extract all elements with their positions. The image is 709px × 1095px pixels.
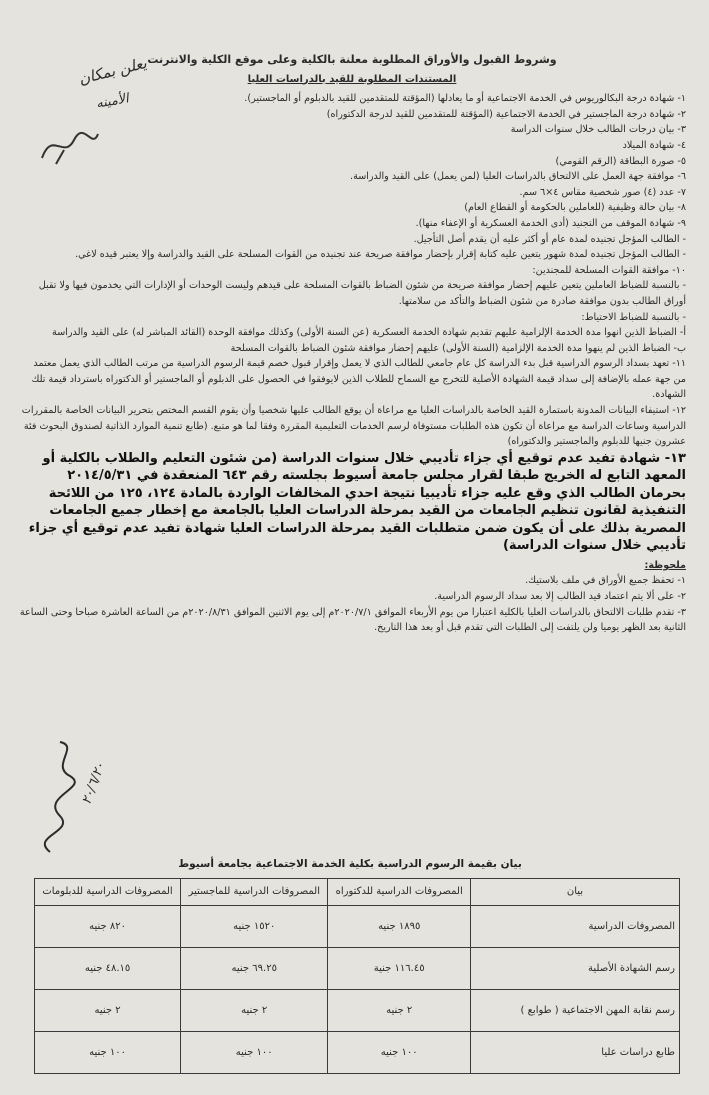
header-statement: بيان bbox=[471, 879, 680, 906]
fees-header-row bbox=[35, 879, 680, 906]
cell-diploma: ٢ جنيه bbox=[35, 990, 181, 1032]
row-label: المصروفات الدراسية bbox=[471, 906, 680, 948]
cell-doctorate: ١١٦.٤٥ جنية bbox=[328, 948, 471, 990]
cell-diploma: ٨٢٠ جنيه bbox=[35, 906, 181, 948]
requirement-item: ٥- صورة البطاقة (الرقم القومي) bbox=[555, 155, 686, 167]
cell-masters: ٦٩.٢٥ جنيه bbox=[181, 948, 328, 990]
notes-title: ملحوظة: bbox=[644, 559, 686, 571]
handwritten-note-top-2: الأمينه bbox=[94, 91, 130, 112]
cell-diploma: ٤٨.١٥ جنيه bbox=[35, 948, 181, 990]
table-row bbox=[35, 1032, 680, 1074]
requirement-item: ١٢- استيفاء البيانات المدونة باستمارة القيد الخاصة بالدراسات العليا مع مراعاة أن يوقع الطالب عليها شخصيا وأن يقوم القسم المختص بتحرير البيانات الخاصة بالمقررات الدراسية وساعات الدراسة مع مراعاة أن تكون هذه الطلبات مستوفاة لرسم الخدمات التعليمية المقررة وفقا لما هو متبع. (طابع تنمية الموارد الذاتية لصندوق البحوث فئة عشرون جنيها للدبلوم والماجستير والدكتوراه) bbox=[21, 405, 686, 448]
requirement-item: ٣- بيان درجات الطالب خلال سنوات الدراسة bbox=[510, 124, 686, 136]
requirement-item: - الطالب المؤجل تجنيده لمدة عام أو أكثر عليه أن يقدم أصل التأجيل. bbox=[413, 233, 686, 245]
row-label: طابع دراسات عليا bbox=[471, 1032, 680, 1074]
note-item: ١- تحفظ جميع الأوراق في ملف بلاستيك. bbox=[525, 575, 686, 587]
table-row bbox=[35, 948, 680, 990]
handwritten-note-top: يعلن بمكان bbox=[76, 53, 149, 89]
requirement-item: ١٠- موافقة القوات المسلحة للمجندين: bbox=[532, 264, 686, 276]
header-doctorate: المصروفات الدراسية للدكتوراه bbox=[328, 879, 471, 906]
cell-masters: ١٠٠ جنيه bbox=[181, 1032, 328, 1074]
cell-doctorate: ١٨٩٥ جنيه bbox=[328, 906, 471, 948]
requirement-item: ١١- تعهد بسداد الرسوم الدراسية قبل بدء الدراسة كل عام جامعي للطالب الذي لا يعمل وإقرار قبول خصم قيمة الرسوم الدراسية من مرتب الطالب الذي يعمل معتمد من جهة عمله بالإضافة إلى سداد قيمة الشهادة الأصلية للتخرج مع السماح للطلاب الذين لايوفقوا في الحصول على الدبلوم أو الماجستير أو الدكتوراه باسترداد قيمة تلك الشهادة. bbox=[31, 358, 686, 401]
requirement-item: ٤- شهادة الميلاد bbox=[622, 139, 686, 151]
requirement-item: ١- شهادة درجة البكالوريوس في الخدمة الاجتماعية أو ما يعادلها (المؤقتة للمتقدمين للقيد بالدبلوم أو الماجستير). bbox=[244, 93, 686, 105]
requirement-item: أ- الضباط الذين انهوا مدة الخدمة الإلزامية عليهم تقديم شهادة الخدمة العسكرية (عن السنة الأولى) وكذلك موافقة الوحدة (القائد المباشر له) على القيد والدراسة bbox=[52, 327, 686, 339]
handwritten-date: ٢٠/٦/٢٠ bbox=[79, 760, 109, 807]
requirement-item: - بالنسبة للضباط العاملين يتعين عليهم إحضار موافقة صريحة من شئون الضباط بالقوات المسلحة على قيدهم وليست الوحدات أو الإدارات التي يخدمون فيها ولا تقبل أوراق الطالب بدون موافقة صادرة من شئون الضباط والتأكد من سلامتها. bbox=[38, 280, 686, 307]
cell-diploma: ١٠٠ جنيه bbox=[35, 1032, 181, 1074]
header-diploma: المصروفات الدراسية للدبلومات bbox=[35, 879, 181, 906]
cell-masters: ١٥٢٠ جنيه bbox=[181, 906, 328, 948]
row-label: رسم الشهادة الأصلية bbox=[471, 948, 680, 990]
requirement-item: ٢- شهادة درجة الماجستير في الخدمة الاجتماعية (المؤقتة للمتقدمين للقيد لدرجة الدكتوراه) bbox=[326, 108, 686, 120]
requirement-item: - الطالب المؤجل تجنيده لمدة شهور يتعين عليه كتابة إقرار بإحضار موافقة صريحة عند تجنيده من القوات المسلحة على القيد والدراسة وإلا يعتبر قيده لاغي. bbox=[75, 249, 686, 261]
note-item: ٣- تقدم طلبات الالتحاق بالدراسات العليا بالكلية اعتبارا من يوم الأربعاء الموافق ٢٠٢٠/٧/١م إلى يوم الاثنين الموافق ٢٠٢٠/٨/٣١م من الساعة العاشرة صباحا وحتى الساعة الثانية بعد الظهر يوميا ولن يلتفت إلى الطلبات التي تقدم قبل أو بعد هذا التاريخ. bbox=[19, 606, 686, 634]
cell-doctorate: ١٠٠ جنيه bbox=[328, 1032, 471, 1074]
document-body bbox=[18, 52, 686, 636]
requirement-item: ٧- عدد (٤) صور شخصية مقاس ٤×٦ سم. bbox=[519, 186, 686, 198]
fees-table bbox=[34, 878, 680, 1074]
cell-masters: ٢ جنيه bbox=[181, 990, 328, 1032]
header-masters: المصروفات الدراسية للماجستير bbox=[181, 879, 328, 906]
requirement-item: ب- الضباط الذين لم ينهوا مدة الخدمة الإلزامية (السنة الأولى) عليهم إحضار موافقة شئون الضباط بالقوات المسلحة bbox=[230, 342, 686, 354]
cell-doctorate: ٢ جنيه bbox=[328, 990, 471, 1032]
row-label: رسم نقابة المهن الاجتماعية ( طوابع ) bbox=[471, 990, 680, 1032]
note-item: ٢- على ألا يتم اعتماد قيد الطالب إلا بعد سداد الرسوم الدراسية. bbox=[434, 591, 686, 603]
fees-table-title: بيان بقيمة الرسوم الدراسية بكلية الخدمة الاجتماعية بجامعة أسيوط bbox=[178, 858, 522, 870]
document-subtitle: المستندات المطلوبة للقيد بالدراسات العليا bbox=[247, 73, 457, 85]
document-title: وشروط القبول والأوراق المطلوبة معلنة بالكلية وعلى موقع الكلية والانترنت bbox=[147, 53, 557, 66]
requirement-item: - بالنسبة للضباط الاحتياط: bbox=[581, 311, 686, 323]
table-row bbox=[35, 990, 680, 1032]
requirement-item-13: ١٣- شهادة تفيد عدم توقيع أي جزاء تأديبي خلال سنوات الدراسة (من شئون التعليم والطلاب بالكلية أو المعهد التابع له الخريج طبقا لقرار مجلس جامعة أسيوط بجلسته رقم ٦٤٣ المنعقدة في ٢٠١٤/٥/٣١ بحرمان الطالب الذي وقع عليه جزاء تأديبيا نتيجة احدي المخالفات الواردة بالمادة ١٢٤، ١٢٥ من اللائحة التنفيذية لقانون تنظيم الجامعات من القيد بمرحلة الدراسات العليا بالجامعة مع إخطار جميع الجامعات المصرية بذلك على أن يكون ضمن متطلبات القيد بمرحلة الدراسات العليا شهادة تفيد عدم توقيع أي جزاء تأديبي خلال سنوات الدراسة) bbox=[28, 450, 686, 554]
table-row bbox=[35, 906, 680, 948]
requirement-item: ٨- بيان حالة وظيفية (للعاملين بالحكومة أو القطاع العام) bbox=[464, 202, 686, 214]
requirement-item: ٩- شهادة الموقف من التجنيد (أدى الخدمة العسكرية أو الإعفاء منها). bbox=[415, 217, 686, 229]
requirement-item: ٦- موافقة جهة العمل على الالتحاق بالدراسات العليا (لمن يعمل) على القيد والدراسة. bbox=[350, 171, 686, 183]
